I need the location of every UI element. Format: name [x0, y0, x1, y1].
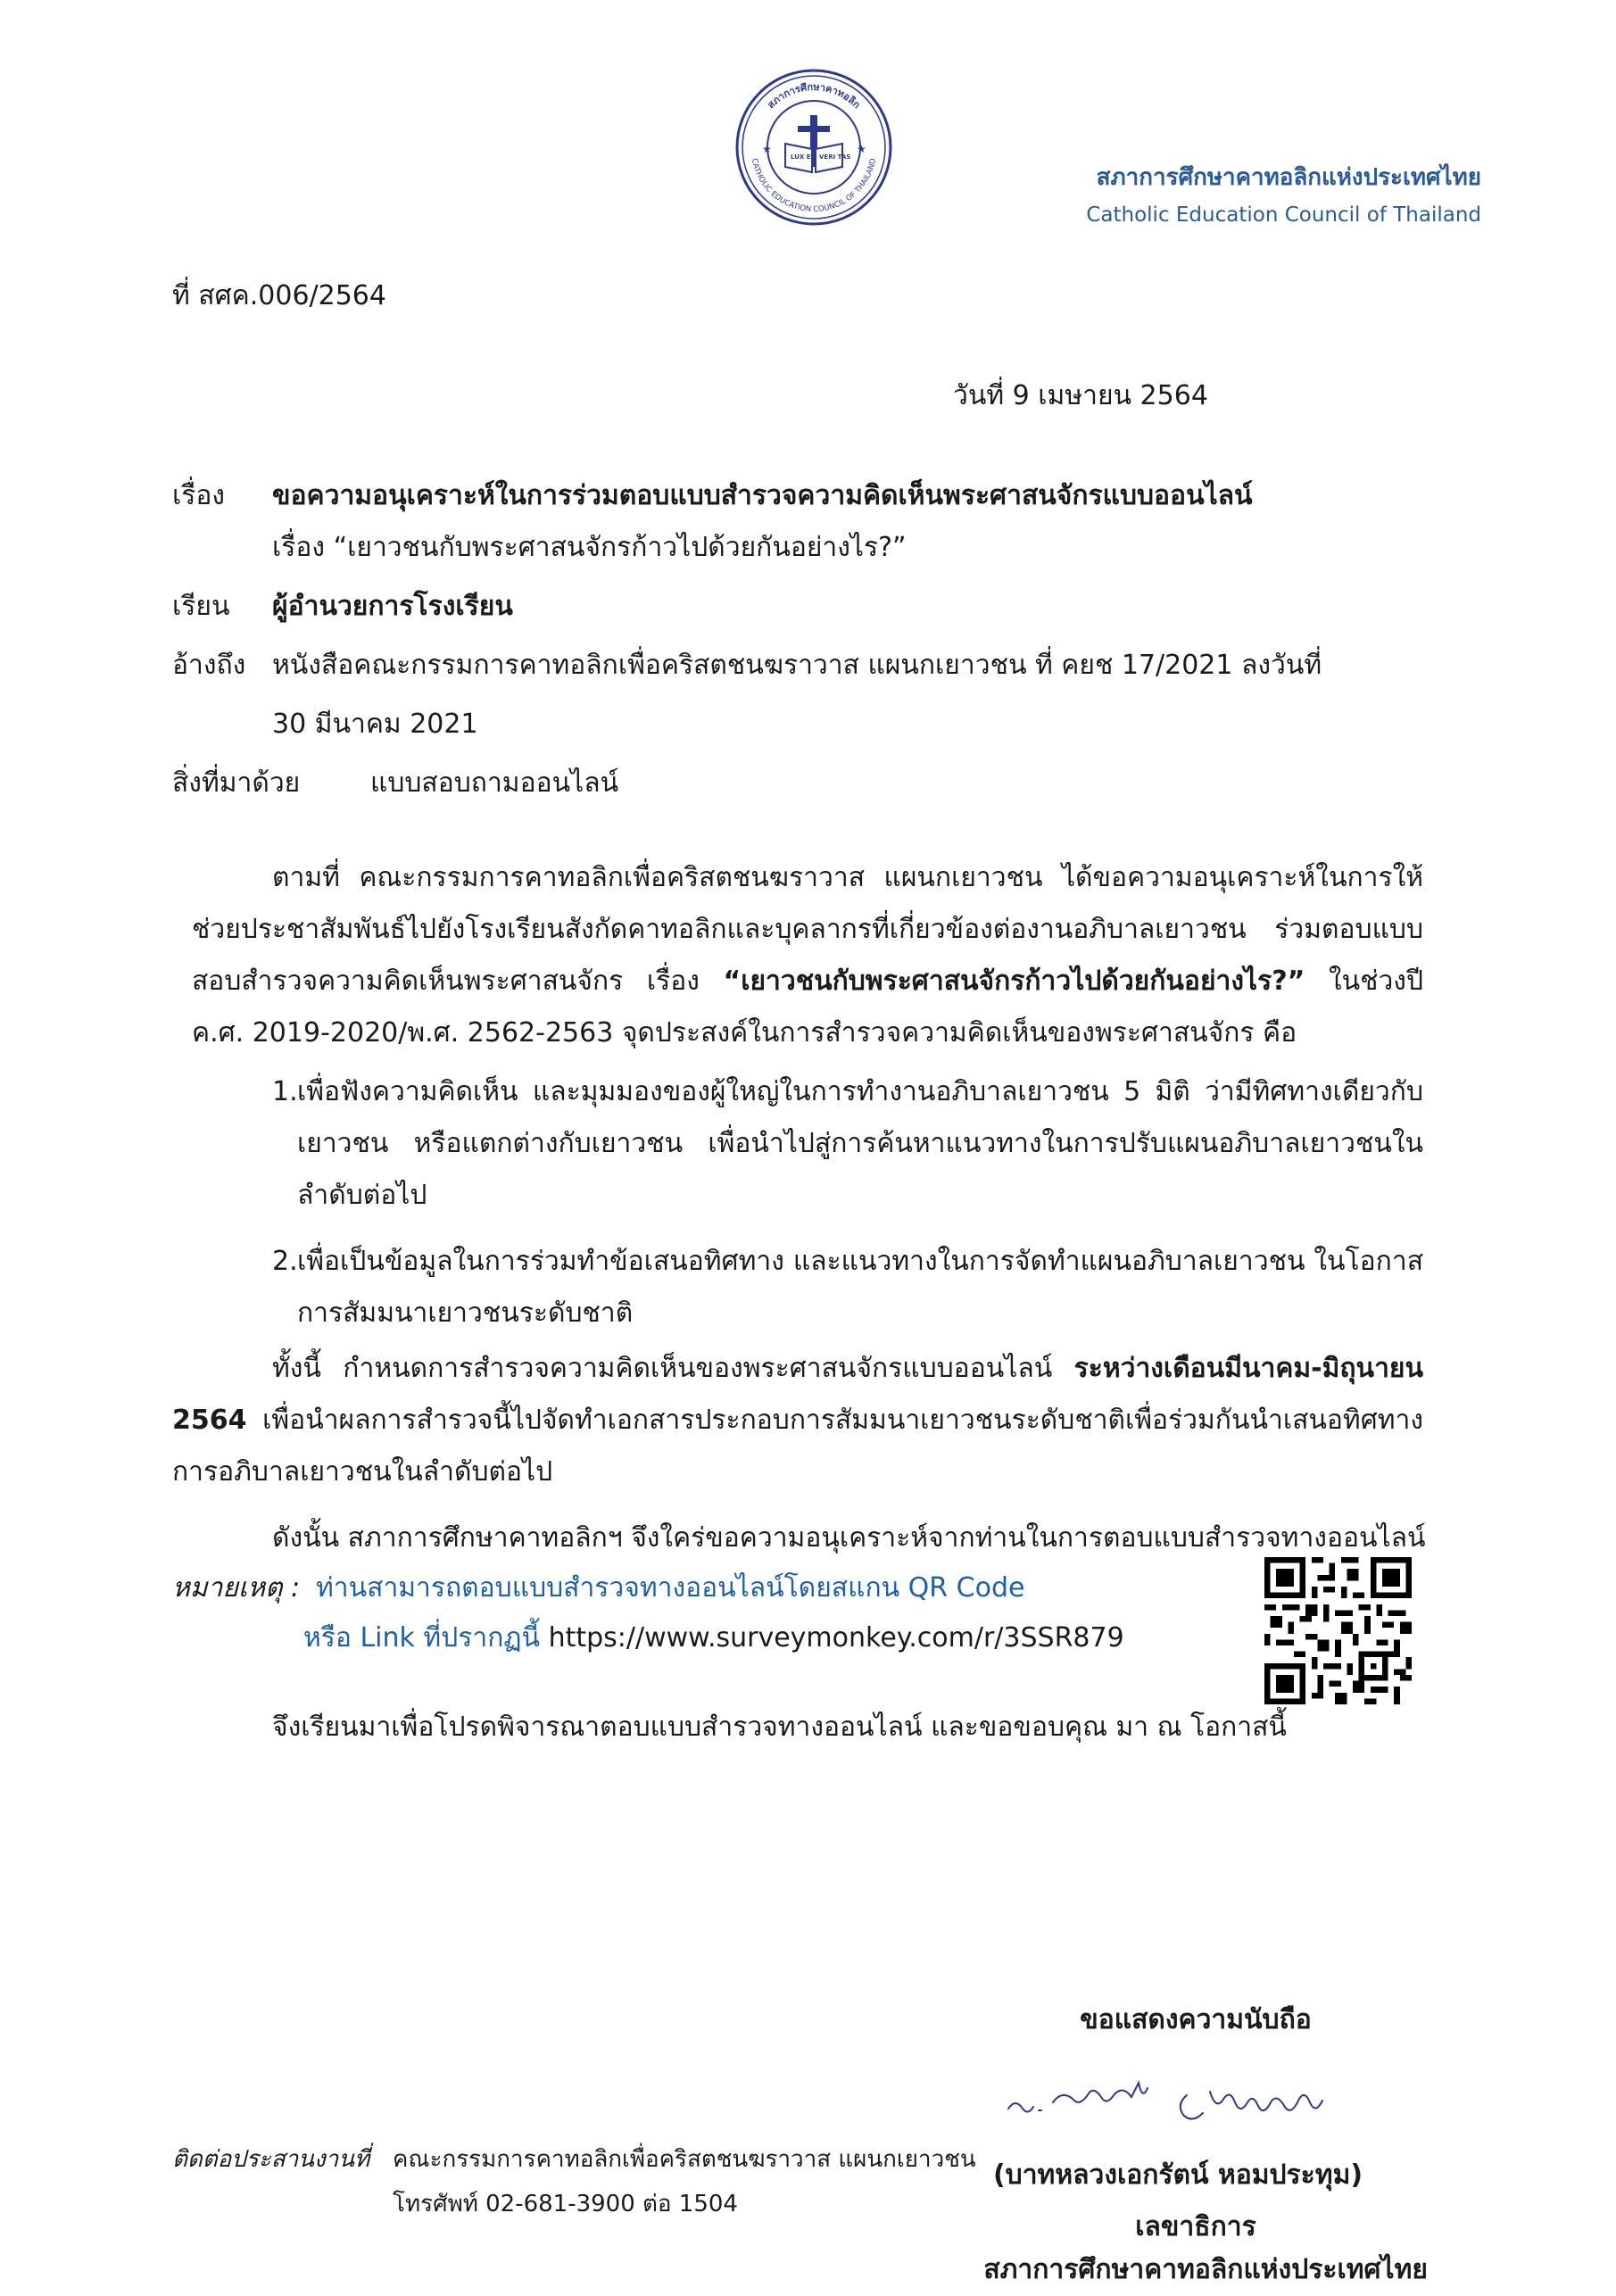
objective-item-2: เพื่อเป็นข้อมูลในการร่วมทำข้อเสนอทิศทาง และแนวทางในการจัดทำแผนอภิบาลเยาวชน ในโอกาสการสัมมนาเยาวชนระดับชาติ — [297, 1246, 1423, 1329]
contact-phone: โทรศัพท์ 02-681-3900 ต่อ 1504 — [393, 2191, 738, 2217]
objective-item-1: เพื่อฟังความคิดเห็น และมุมมองของผู้ใหญ่ในการทำงานอภิบาลเยาวชน 5 มิติ ว่ามีทิศทางเดียวกับเยาวชน หรือแตกต่างกับเยาวชน เพื่อนำไปสู่การค้นหาแนวทางในการปรับแผนอภิบาลเยาวชนในลำดับต่อไป — [297, 1076, 1423, 1211]
note-line-1: ท่านสามารถตอบแบบสำรวจทางออนไลน์โดยสแกน QR Code — [316, 1572, 1025, 1604]
org-name-thai: สภาการศึกษาคาทอลิกแห่งประเทศไทย — [1096, 164, 1481, 191]
salutation: ขอแสดงความนับถือ — [1080, 2004, 1312, 2035]
reference-line-2: 30 มีนาคม 2021 — [272, 709, 478, 740]
body-paragraph-1: ตามที่ คณะกรรมการคาทอลิกเพื่อคริสตชนฆราวาส แผนกเยาวชน ได้ขอความอนุเคราะห์ในการให้ช่วยประชาสัมพันธ์ไปยังโรงเรียนสังกัดคาทอลิกและบุคลากรที่เกี่ยวข้องต่องานอภิบาลเยาวชน ร่วมตอบแบบสอบสำรวจความคิดเห็นพระศาสนจักร เรื่อง “เยาวชนกับพระศาสนจักรก้าวไปด้วยกันอย่างไร?” ในช่วงปี ค.ศ. 2019-2020/พ.ศ. 2562-2563 จุดประสงค์ในการสำรวจความคิดเห็นของพระศาสนจักร คือ — [192, 862, 1423, 1049]
org-name-english: Catholic Education Council of Thailand — [1086, 203, 1481, 227]
svg-text:★: ★ — [857, 143, 866, 155]
handwritten-signature — [999, 2068, 1392, 2131]
svg-text:VERI TAS: VERI TAS — [819, 153, 851, 161]
subject-label: เรื่อง — [172, 480, 226, 511]
reference-label: อ้างถึง — [172, 650, 246, 681]
signatory-name: (บาทหลวงเอกรัตน์ หอมประทุม) — [992, 2159, 1363, 2191]
note-line-2: หรือ Link ที่ปรากฏนี้ https://www.surveymonkey.com/r/3SSR879 — [303, 1622, 1124, 1654]
objective-number-1: 1. — [272, 1076, 298, 1107]
letter-date: วันที่ 9 เมษายน 2564 — [953, 380, 1208, 411]
svg-text:LUX ET: LUX ET — [791, 153, 816, 161]
svg-text:★: ★ — [762, 143, 772, 155]
svg-text:CATHOLIC EDUCATION COUNCIL OF: CATHOLIC EDUCATION COUNCIL OF THAILAND — [749, 157, 879, 215]
closing-line: จึงเรียนมาเพื่อโปรดพิจารณาตอบแบบสำรวจทางออนไลน์ และขอขอบคุณ มา ณ โอกาสนี้ — [272, 1712, 1287, 1743]
body-paragraph-2: ทั้งนี้ กำหนดการสำรวจความคิดเห็นของพระศาสนจักรแบบออนไลน์ ระหว่างเดือนมีนาคม-มิถุนายน 2564 เพื่อนำผลการสำรวจนี้ไปจัดทำเอกสารประกอบการสัมมนาเยาวชนระดับชาติเพื่อร่วมกันนำเสนอทิศทางการอภิบาลเยาวชนในลำดับต่อไป — [172, 1353, 1423, 1488]
svg-text:สภาการศึกษาคาทอลิก: สภาการศึกษาคาทอลิก — [765, 80, 863, 112]
to-label: เรียน — [172, 591, 230, 622]
contact-department: คณะกรรมการคาทอลิกเพื่อคริสตชนฆราวาส แผนกเยาวชน — [393, 2146, 976, 2173]
signatory-organization: สภาการศึกษาคาทอลิกแห่งประเทศไทย — [983, 2254, 1428, 2285]
survey-link[interactable]: https://www.surveymonkey.com/r/3SSR879 — [548, 1622, 1124, 1654]
enclosure-value: แบบสอบถามออนไลน์ — [370, 767, 619, 799]
contact-label: ติดต่อประสานงานที่ — [172, 2146, 370, 2173]
subject-title: ขอความอนุเคราะห์ในการร่วมตอบแบบสำรวจความคิดเห็นพระศาสนจักรแบบออนไลน์ — [272, 480, 1253, 511]
objective-number-2: 2. — [272, 1246, 298, 1277]
reference-number: ที่ สศค.006/2564 — [172, 280, 386, 311]
signatory-position: เลขาธิการ — [1135, 2211, 1256, 2242]
council-seal — [733, 67, 894, 228]
subject-subtitle: เรื่อง “เยาวชนกับพระศาสนจักรก้าวไปด้วยกันอย่างไร?” — [272, 532, 907, 563]
to-recipient: ผู้อำนวยการโรงเรียน — [272, 591, 513, 622]
body-paragraph-3: ดังนั้น สภาการศึกษาคาทอลิกฯ จึงใคร่ขอความอนุเคราะห์จากท่านในการตอบแบบสำรวจทางออนไลน์ — [272, 1522, 1426, 1554]
qr-code[interactable] — [1264, 1557, 1412, 1704]
reference-line-1: หนังสือคณะกรรมการคาทอลิกเพื่อคริสตชนฆราวาส แผนกเยาวชน ที่ คยช 17/2021 ลงวันที่ — [272, 650, 1322, 681]
enclosure-label: สิ่งที่มาด้วย — [172, 767, 301, 799]
note-label: หมายเหตุ : — [172, 1572, 301, 1604]
